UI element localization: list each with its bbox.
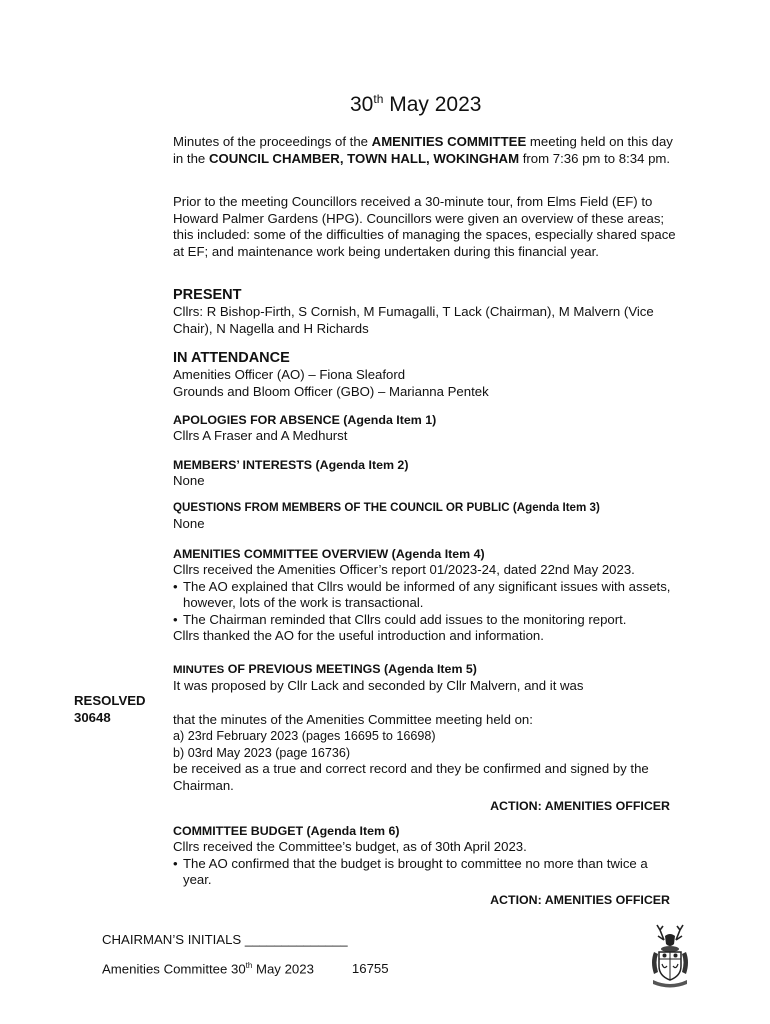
intro-text-3: from 7:36 pm to 8:34 pm. [519,150,671,166]
interests-heading: MEMBERS’ INTERESTS (Agenda Item 2) [173,458,409,472]
page-title [350,92,481,117]
tour-text: Prior to the meeting Councillors received a 30-minute tour, from Elms Field (EF) to Howard Palmer Gardens (HPG). Councillors were given an overview of these areas; this included: some of the difficulties of managing the spaces, especially shared space at EF; and maintenance work being undertaken during this financial year. [173,194,676,259]
page-number: 16755 [351,961,389,977]
apologies-text: Cllrs A Fraser and A Medhurst [173,428,348,443]
minutes-that: that the minutes of the Amenities Committee meeting held on: [173,711,533,727]
footer-month-year: May 2023 [252,961,314,977]
budget-bullet-1: • The AO confirmed that the budget is brought to committee no more than twice a year. [173,856,678,889]
questions-heading: QUESTIONS FROM MEMBERS OF THE COUNCIL OR PUBLIC (Agenda Item 3) [173,501,600,514]
committee-name: AMENITIES COMMITTEE [371,134,527,149]
overview-bullet-2: • The Chairman reminded that Cllrs could add issues to the monitoring report. [173,612,678,629]
apologies-section [173,412,678,445]
minutes-section [173,661,678,814]
apologies-heading: APOLOGIES FOR ABSENCE (Agenda Item 1) [173,413,437,427]
footer-committee: Amenities Committee 30 [102,961,246,977]
present-text: Cllrs: R Bishop-Firth, S Cornish, M Fumagalli, T Lack (Chairman), M Malvern (Vice Chair), N Nagella and H Richards [173,304,654,336]
chairman-initials: CHAIRMAN’S INITIALS ______________ [102,932,348,947]
overview-bullet-1: • The AO explained that Cllrs would be informed of any significant issues with assets, however, lots of the work is transactional. [173,579,678,612]
minutes-heading-b: OF PREVIOUS MEETINGS (Agenda Item 5) [224,662,477,676]
budget-line-1: Cllrs received the Committee’s budget, as of 30th April 2023. [173,839,527,854]
tour-paragraph [173,194,678,260]
overview-line-1: Cllrs received the Amenities Officer’s report 01/2023-24, dated 22nd May 2023. [173,562,635,577]
intro-paragraph [173,134,678,167]
minutes-item-a: a) 23rd February 2023 (pages 16695 to 16698) [173,729,436,744]
interests-text: None [173,473,205,488]
overview-heading: AMENITIES COMMITTEE OVERVIEW (Agenda Item 4) [173,547,485,561]
title-suffix: th [373,92,384,106]
council-crest-icon [648,922,692,988]
budget-heading: COMMITTEE BUDGET (Agenda Item 6) [173,824,400,838]
attendance-section [173,349,678,400]
minutes-received: be received as a true and correct record and they be confirmed and signed by the Chairman. [173,761,649,793]
meeting-venue: COUNCIL CHAMBER, TOWN HALL, WOKINGHAM [208,150,520,166]
overview-line-2: Cllrs thanked the AO for the useful introduction and information. [173,628,544,644]
footer-line [102,961,389,976]
resolved-number: 30648 [74,710,111,725]
questions-text: None [173,516,205,531]
minutes-item-b: b) 03rd May 2023 (page 16736) [173,745,351,760]
budget-action: ACTION: AMENITIES OFFICER [490,892,670,907]
footer-sup: th [245,961,253,970]
attendance-heading: IN ATTENDANCE [173,350,290,366]
questions-section [173,500,678,533]
present-section [173,286,678,337]
budget-section [173,823,678,908]
minutes-proposed: It was proposed by Cllr Lack and seconded by Cllr Malvern, and it was [173,678,584,693]
interests-section [173,457,678,490]
attendance-line-1: Amenities Officer (AO) – Fiona Sleaford [173,367,406,382]
intro-text-2: meeting held on this day in the [173,134,673,166]
attendance-line-2: Grounds and Bloom Officer (GBO) – Marianna Pentek [173,383,489,399]
overview-section [173,546,678,645]
intro-text-1: Minutes of the proceedings of the [173,134,372,149]
resolved-text: RESOLVED [74,693,146,708]
resolved-label [74,692,146,726]
minutes-action: ACTION: AMENITIES OFFICER [490,798,670,813]
minutes-heading-a: MINUTES [173,664,225,676]
title-day: 30 [350,93,374,116]
present-heading: PRESENT [173,287,242,303]
title-month-year: May 2023 [389,93,482,116]
